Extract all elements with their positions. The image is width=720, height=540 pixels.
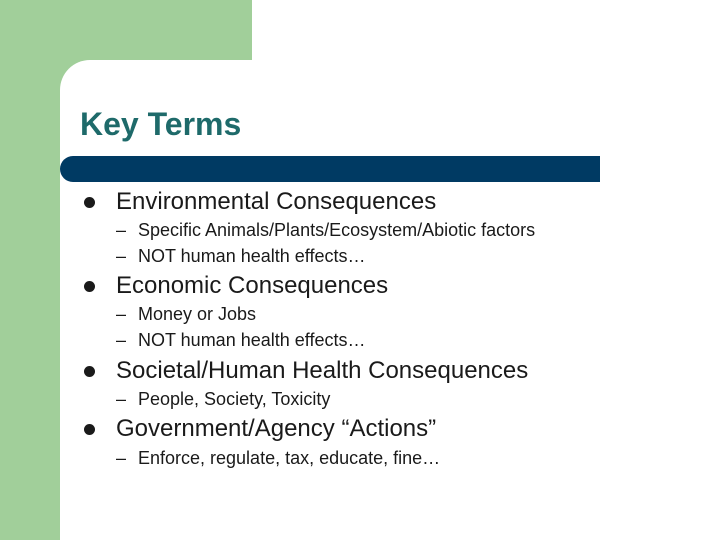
dash-icon: – [116, 389, 127, 409]
bullet-text: Societal/Human Health Consequences [116, 357, 529, 384]
sub-bullet-item [116, 448, 440, 469]
sub-bullet-text: NOT human health effects… [138, 246, 366, 266]
bullet-dot-icon [84, 366, 95, 377]
dash-icon: – [116, 246, 127, 266]
slide-title: Key Terms [80, 106, 242, 142]
bullet-item [80, 188, 436, 216]
bullet-text: Economic Consequences [116, 272, 389, 299]
bullet-dot-icon [84, 424, 95, 435]
sub-bullet-text: Specific Animals/Plants/Ecosystem/Abiotic factors [138, 220, 536, 240]
dash-icon: – [116, 304, 127, 324]
sub-bullet-item [116, 220, 535, 241]
sub-bullet-item [116, 304, 256, 325]
dash-icon: – [116, 220, 127, 240]
bullet-item [80, 357, 528, 385]
sub-bullet-text: Enforce, regulate, tax, educate, fine… [138, 448, 441, 468]
bullet-item [80, 415, 436, 443]
bullet-dot-icon [84, 197, 95, 208]
sub-bullet-text: NOT human health effects… [138, 330, 366, 350]
sub-bullet-item [116, 330, 365, 351]
dash-icon: – [116, 330, 127, 350]
sub-bullet-text: People, Society, Toxicity [138, 389, 331, 409]
bullet-item [80, 272, 388, 300]
sub-bullet-item [116, 246, 365, 267]
sub-bullet-item [116, 389, 330, 410]
bullet-dot-icon [84, 281, 95, 292]
bullet-text: Environmental Consequences [116, 188, 437, 215]
dash-icon: – [116, 448, 127, 468]
bullet-text: Government/Agency “Actions” [116, 415, 437, 442]
sub-bullet-text: Money or Jobs [138, 304, 257, 324]
